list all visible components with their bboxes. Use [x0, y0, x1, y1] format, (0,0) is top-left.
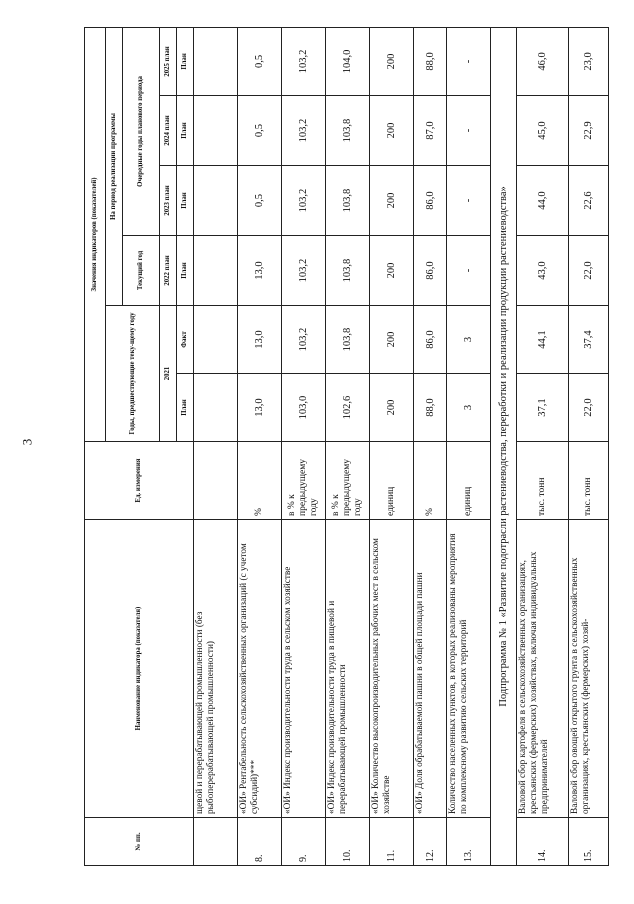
- value-2024-plan: -: [447, 96, 491, 166]
- value-2022-plan: -: [447, 236, 491, 306]
- table-row: [569, 27, 609, 865]
- value-2021-plan: 103,0: [282, 374, 326, 442]
- value-2021-fact: 103,2: [282, 306, 326, 374]
- value-2025-plan: 200: [370, 27, 414, 95]
- indicator-name: «ОИ» Рентабельность сельскохозяйственных организаций (с учетом субсидий)***: [238, 520, 282, 818]
- year-2025-header: 2025 план: [160, 27, 177, 95]
- value-2024-plan: 45,0: [517, 96, 569, 166]
- indicator-name: Валовой сбор овощей открытого грунта в сельскохозяйственных организациях, крестьянских (фермерских) хозяй-: [569, 520, 609, 818]
- value-2023-plan: -: [447, 166, 491, 236]
- value-2022-plan: 43,0: [517, 236, 569, 306]
- value-2021-plan: 102,6: [326, 374, 370, 442]
- value-2024-plan: 103,2: [282, 96, 326, 166]
- current-year-header: Текущий год: [123, 236, 160, 306]
- row-number: 10.: [326, 818, 370, 866]
- value-2021-fact: 103,8: [326, 306, 370, 374]
- value-2021-fact: 13,0: [238, 306, 282, 374]
- row-number: 14.: [517, 818, 569, 866]
- next-years-header: Очередные годы планового периода: [123, 27, 160, 235]
- row-number: 8.: [238, 818, 282, 866]
- indicator-name: «ОИ» Индекс производительности труда в сельском хозяйстве: [282, 520, 326, 818]
- table-row: [370, 27, 414, 865]
- page-number: 3: [19, 438, 35, 446]
- value-2021-plan: 37,1: [517, 374, 569, 442]
- value-2025-plan: 0,5: [238, 27, 282, 95]
- unit-cell: %: [238, 442, 282, 520]
- subprogram-row: [491, 27, 517, 865]
- value-2021-fact: [194, 306, 238, 374]
- table-row: [238, 27, 282, 865]
- unit-cell: тыс. тонн: [517, 442, 569, 520]
- unit-cell: в % к предыдущему году: [282, 442, 326, 520]
- plan-header: План: [177, 236, 194, 306]
- value-2023-plan: 103,2: [282, 166, 326, 236]
- values-header: Значения индикаторов (показателей): [85, 27, 106, 441]
- value-2023-plan: 86,0: [414, 166, 447, 236]
- value-2023-plan: 44,0: [517, 166, 569, 236]
- value-2023-plan: [194, 166, 238, 236]
- value-2021-plan: 88,0: [414, 374, 447, 442]
- prev-years-header: Годы, предшествующие теку-щему году: [106, 306, 160, 442]
- row-number: 15.: [569, 818, 609, 866]
- value-2022-plan: 103,8: [326, 236, 370, 306]
- unit-cell: единиц: [370, 442, 414, 520]
- col-unit-header: Ед. измерения: [85, 442, 194, 520]
- row-number: 13.: [447, 818, 491, 866]
- value-2021-fact: 200: [370, 306, 414, 374]
- value-2023-plan: 0,5: [238, 166, 282, 236]
- row-number: 12.: [414, 818, 447, 866]
- row-number: 11.: [370, 818, 414, 866]
- row-number: 9.: [282, 818, 326, 866]
- value-2025-plan: [194, 27, 238, 95]
- unit-cell: тыс. тонн: [569, 442, 609, 520]
- unit-cell: %: [414, 442, 447, 520]
- value-2024-plan: [194, 96, 238, 166]
- indicators-table: [84, 27, 609, 866]
- indicator-name: Количество населенных пунктов, в которых реализованы мероприятия по комплексному развитию сельских территорий: [447, 520, 491, 818]
- subprogram-title: Подпрограмма № 1 «Развитие подотрасли растениеводства, переработки и реализации продукции растениеводства»: [491, 27, 517, 865]
- year-2022-header: 2022 план: [160, 236, 177, 306]
- value-2024-plan: 200: [370, 96, 414, 166]
- value-2021-fact: 3: [447, 306, 491, 374]
- period-header: На период реализации программы: [106, 27, 123, 305]
- value-2022-plan: 86,0: [414, 236, 447, 306]
- indicator-name: щевой и перерабатывающей промышленности (без рыбоперерабатывающей промышленности): [194, 520, 238, 818]
- table-row: [282, 27, 326, 865]
- value-2024-plan: 103,8: [326, 96, 370, 166]
- value-2021-fact: 37,4: [569, 306, 609, 374]
- year-2024-header: 2024 план: [160, 96, 177, 166]
- value-2022-plan: 13,0: [238, 236, 282, 306]
- plan-header: План: [177, 166, 194, 236]
- fact-header: Факт: [177, 306, 194, 374]
- plan-header: План: [177, 374, 194, 442]
- indicator-name: «ОИ» Доля обрабатываемой пашни в общей площади пашни: [414, 520, 447, 818]
- col-num-header: № пп.: [85, 818, 194, 866]
- value-2024-plan: 0,5: [238, 96, 282, 166]
- table-row: [194, 27, 238, 865]
- value-2021-plan: 22,0: [569, 374, 609, 442]
- value-2024-plan: 22,9: [569, 96, 609, 166]
- table-row: [326, 27, 370, 865]
- table-row: [447, 27, 491, 865]
- value-2023-plan: 103,8: [326, 166, 370, 236]
- value-2022-plan: 22,0: [569, 236, 609, 306]
- value-2021-plan: 13,0: [238, 374, 282, 442]
- indicator-name: Валовой сбор картофеля в сельскохозяйственных организациях, крестьянских (фермерских) хозяйствах, включая индивидуальных предпринимателей: [517, 520, 569, 818]
- value-2021-fact: 44,1: [517, 306, 569, 374]
- table-row: [517, 27, 569, 865]
- value-2024-plan: 87,0: [414, 96, 447, 166]
- plan-header: План: [177, 96, 194, 166]
- value-2025-plan: 23,0: [569, 27, 609, 95]
- value-2022-plan: 103,2: [282, 236, 326, 306]
- value-2025-plan: 104,0: [326, 27, 370, 95]
- value-2021-plan: 200: [370, 374, 414, 442]
- value-2023-plan: 22,6: [569, 166, 609, 236]
- value-2021-plan: [194, 374, 238, 442]
- unit-cell: [194, 442, 238, 520]
- col-name-header: Наименование индикатора (показателя): [85, 520, 194, 818]
- unit-cell: в % к предыдущему году: [326, 442, 370, 520]
- value-2025-plan: 88,0: [414, 27, 447, 95]
- indicator-name: «ОИ» Индекс производительности труда в пищевой и перерабатывающей промышленности: [326, 520, 370, 818]
- value-2025-plan: -: [447, 27, 491, 95]
- unit-cell: единиц: [447, 442, 491, 520]
- plan-header: План: [177, 27, 194, 95]
- year-2021-header: 2021: [160, 306, 177, 442]
- indicator-name: «ОИ» Количество высокопроизводительных рабочих мест в сельском хозяйстве: [370, 520, 414, 818]
- value-2025-plan: 46,0: [517, 27, 569, 95]
- value-2022-plan: [194, 236, 238, 306]
- row-number: [194, 818, 238, 866]
- rotated-table-container: [84, 28, 634, 866]
- value-2021-fact: 86,0: [414, 306, 447, 374]
- value-2021-plan: 3: [447, 374, 491, 442]
- value-2025-plan: 103,2: [282, 27, 326, 95]
- value-2023-plan: 200: [370, 166, 414, 236]
- year-2023-header: 2023 план: [160, 166, 177, 236]
- table-row: [414, 27, 447, 865]
- value-2022-plan: 200: [370, 236, 414, 306]
